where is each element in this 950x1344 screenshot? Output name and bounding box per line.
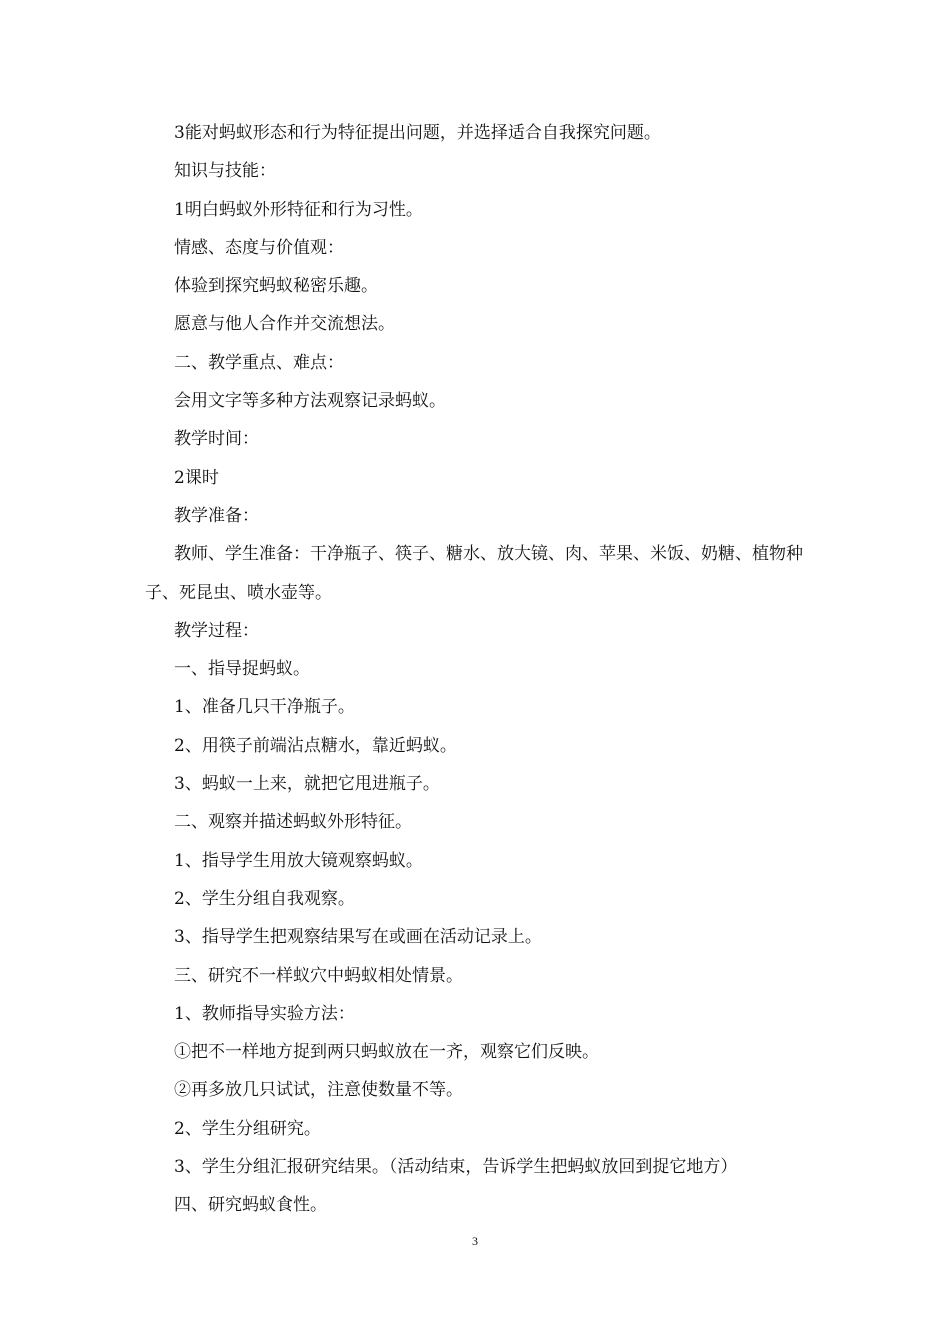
paragraph: 3能对蚂蚁形态和行为特征提出问题，并选择适合自我探究问题。 — [174, 123, 661, 143]
list-item: 3、指导学生把观察结果写在或画在活动记录上。 — [174, 927, 542, 948]
list-item: 2、学生分组自我观察。 — [174, 888, 355, 909]
list-item: 3、学生分组汇报研究结果。（活动结束，告诉学生把蚂蚁放回到捉它地方） — [174, 1157, 738, 1178]
section-heading: 教学准备： — [174, 505, 259, 526]
section-heading: 教学过程： — [174, 620, 259, 641]
paragraph: 教师、学生准备：干净瓶子、筷子、糖水、放大镜、肉、苹果、米饭、奶糖、植物种子、死昆虫、喷水壶等。 — [145, 544, 803, 603]
list-item: 1、准备几只干净瓶子。 — [174, 697, 355, 718]
section-heading: 三、研究不一样蚁穴中蚂蚁相处情景。 — [174, 965, 463, 986]
paragraph: 体验到探究蚂蚁秘密乐趣。 — [174, 276, 378, 297]
section-heading: 一、指导捉蚂蚁。 — [174, 659, 310, 680]
paragraph: 愿意与他人合作并交流想法。 — [174, 314, 395, 335]
list-item: 2、用筷子前端沾点糖水，靠近蚂蚁。 — [174, 735, 457, 756]
document-body — [145, 114, 825, 1225]
paragraph: 会用文字等多种方法观察记录蚂蚁。 — [174, 391, 446, 412]
paragraph: 2课时 — [174, 467, 219, 488]
list-item: 2、学生分组研究。 — [174, 1118, 321, 1139]
page-number: 3 — [472, 1234, 478, 1248]
list-item: ①把不一样地方捉到两只蚂蚁放在一齐，观察它们反映。 — [174, 1042, 599, 1063]
list-item: 1、指导学生用放大镜观察蚂蚁。 — [174, 850, 423, 871]
list-item: 1、教师指导实验方法： — [174, 1003, 355, 1024]
section-heading: 四、研究蚂蚁食性。 — [174, 1195, 327, 1216]
section-heading: 二、观察并描述蚂蚁外形特征。 — [174, 812, 412, 833]
paragraph: 1明白蚂蚁外形特征和行为习性。 — [174, 199, 423, 220]
section-heading: 知识与技能： — [174, 161, 276, 182]
list-item: ②再多放几只试试，注意使数量不等。 — [174, 1080, 463, 1101]
list-item: 3、蚂蚁一上来，就把它甩进瓶子。 — [174, 774, 440, 795]
section-heading: 情感、态度与价值观： — [174, 237, 344, 258]
section-heading: 二、教学重点、难点： — [174, 352, 344, 373]
section-heading: 教学时间： — [174, 429, 259, 450]
